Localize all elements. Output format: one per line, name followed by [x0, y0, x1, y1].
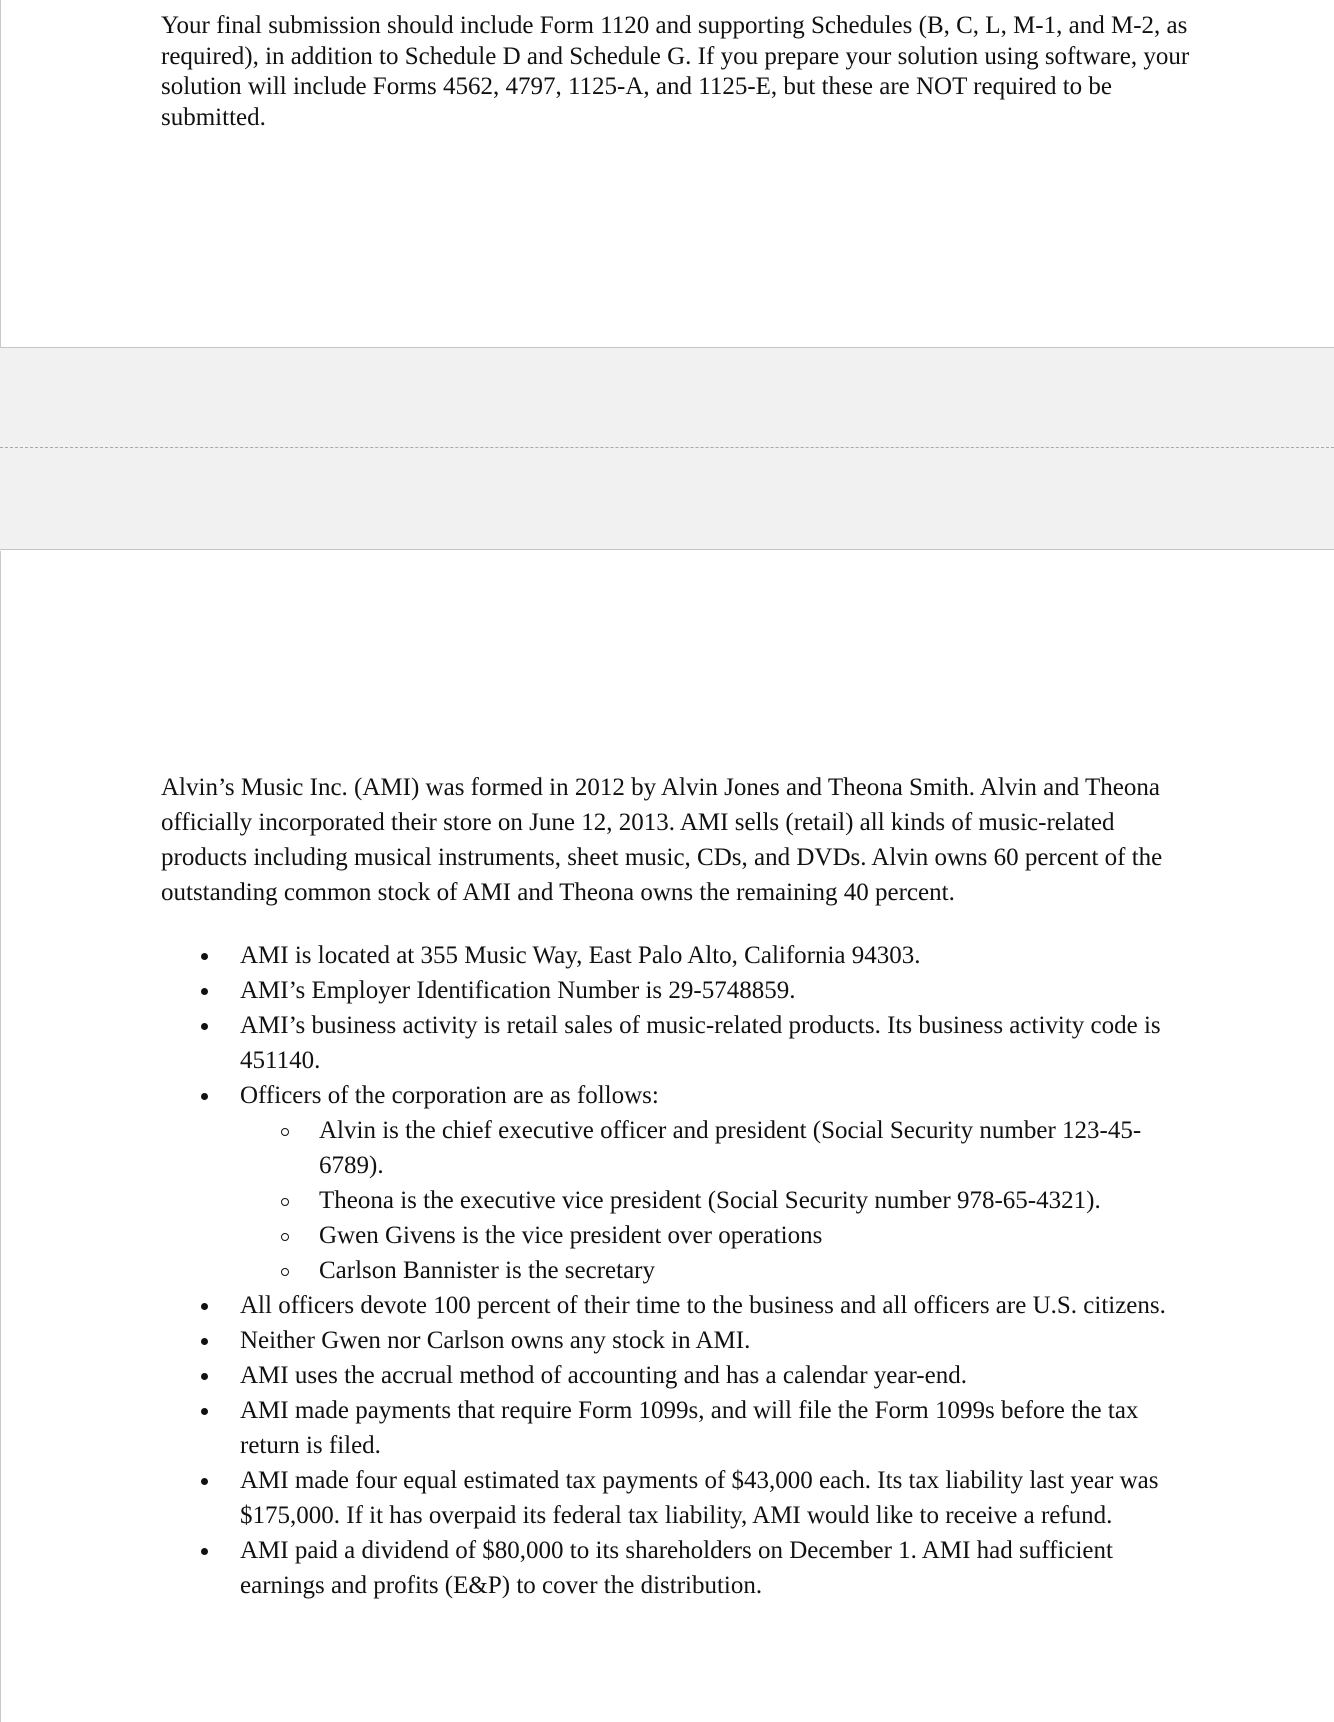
officers-heading: Officers of the corporation are as follows: [240, 1082, 659, 1109]
list-item: Neither Gwen nor Carlson owns any stock in AMI. [1, 1323, 1334, 1358]
document-page-bottom [0, 551, 1334, 1722]
sub-list-item: Gwen Givens is the vice president over operations [1, 1218, 1199, 1253]
list-item: AMI’s Employer Identification Number is 29-5748859. [1, 973, 1334, 1008]
list-item: AMI’s business activity is retail sales of music-related products. Its business activity code is 451140. [1, 1008, 1334, 1078]
page-gap [0, 348, 1334, 550]
officers-sub-list [240, 1113, 1199, 1288]
list-item: AMI paid a dividend of $80,000 to its shareholders on December 1. AMI had sufficient earnings and profits (E&P) to cover the distribution. [1, 1533, 1334, 1603]
facts-bullet-list [1, 938, 1334, 1603]
list-item: AMI made four equal estimated tax payments of $43,000 each. Its tax liability last year was $175,000. If it has overpaid its federal tax liability, AMI would like to receive a refund. [1, 1463, 1334, 1533]
sub-list-item: Alvin is the chief executive officer and president (Social Security number 123-45-6789). [1, 1113, 1199, 1183]
sub-list-item: Theona is the executive vice president (Social Security number 978-65-4321). [1, 1183, 1199, 1218]
company-intro-paragraph: Alvin’s Music Inc. (AMI) was formed in 2012 by Alvin Jones and Theona Smith. Alvin and Theona officially incorporated their store on June 12, 2013. AMI sells (retail) all kinds of music-related products including musical instruments, sheet music, CDs, and DVDs. Alvin owns 60 percent of the outstanding common stock of AMI and Theona owns the remaining 40 percent. [161, 774, 1163, 906]
officers-list-item [1, 1078, 1334, 1288]
sub-list-item: Carlson Bannister is the secretary [1, 1253, 1199, 1288]
list-item: AMI uses the accrual method of accounting and has a calendar year-end. [1, 1358, 1334, 1393]
page-break-divider [0, 447, 1334, 448]
document-page-top [0, 0, 1334, 348]
list-item: All officers devote 100 percent of their time to the business and all officers are U.S. citizens. [1, 1288, 1334, 1323]
submission-instructions-paragraph: Your final submission should include Form 1120 and supporting Schedules (B, C, L, M-1, and M-2, as required), in addition to Schedule D and Schedule G. If you prepare your solution using software, your solution will include Forms 4562, 4797, 1125-A, and 1125-E, but these are NOT required to be submitted. [161, 12, 1190, 131]
list-item: AMI made payments that require Form 1099s, and will file the Form 1099s before the tax return is filed. [1, 1393, 1334, 1463]
list-item: AMI is located at 355 Music Way, East Palo Alto, California 94303. [1, 938, 1334, 973]
